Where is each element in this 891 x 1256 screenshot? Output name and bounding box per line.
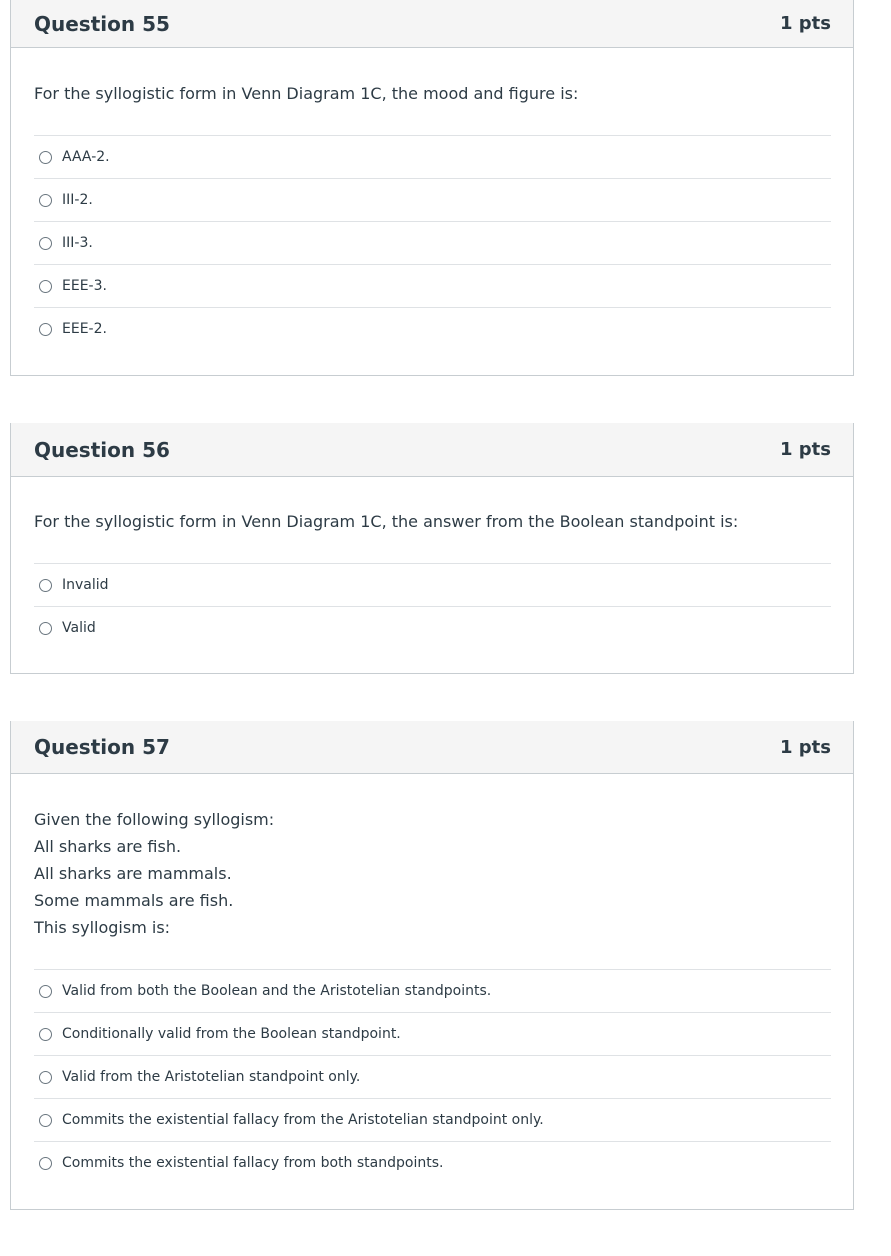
answer-list [34, 135, 831, 350]
question-text [34, 48, 831, 135]
question-title: Question 55 [34, 11, 170, 36]
answer-option[interactable] [34, 563, 831, 606]
question-57 [10, 721, 854, 1210]
answer-label: Invalid [62, 577, 109, 593]
question-title: Question 57 [34, 735, 170, 759]
question-text-line: Some mammals are fish. [34, 891, 234, 910]
answer-option[interactable] [34, 1141, 831, 1184]
answer-option[interactable] [34, 135, 831, 178]
answer-list [34, 969, 831, 1184]
answer-option[interactable] [34, 969, 831, 1012]
radio-button[interactable] [39, 151, 52, 164]
question-text-line: For the syllogistic form in Venn Diagram 1C, the mood and figure is: [34, 84, 579, 103]
radio-button[interactable] [39, 1157, 52, 1170]
question-body [11, 48, 853, 350]
answer-option[interactable] [34, 1012, 831, 1055]
answer-label: Valid [62, 620, 96, 636]
radio-button[interactable] [39, 622, 52, 635]
answer-option[interactable] [34, 178, 831, 221]
answer-option[interactable] [34, 1098, 831, 1141]
answer-option[interactable] [34, 221, 831, 264]
question-55 [10, 0, 854, 376]
answer-option[interactable] [34, 264, 831, 307]
question-text [34, 774, 831, 969]
question-text-line: All sharks are mammals. [34, 864, 232, 883]
answer-label: Valid from both the Boolean and the Aristotelian standpoints. [62, 983, 492, 999]
question-points: 1 pts [780, 13, 831, 34]
question-text [34, 477, 831, 563]
answer-label: EEE-2. [62, 321, 107, 337]
question-56 [10, 423, 854, 674]
answer-label: III-3. [62, 235, 93, 251]
radio-button[interactable] [39, 323, 52, 336]
radio-button[interactable] [39, 194, 52, 207]
answer-list [34, 563, 831, 649]
question-text-line: All sharks are fish. [34, 837, 182, 856]
question-body [11, 774, 853, 1184]
answer-label: AAA-2. [62, 149, 110, 165]
question-title: Question 56 [34, 437, 170, 462]
question-header [11, 0, 853, 48]
question-points: 1 pts [780, 736, 831, 758]
question-text-line: This syllogism is: [34, 918, 171, 937]
question-header [11, 721, 853, 774]
answer-option[interactable] [34, 1055, 831, 1098]
answer-label: EEE-3. [62, 278, 107, 294]
radio-button[interactable] [39, 1071, 52, 1084]
answer-label: III-2. [62, 192, 93, 208]
radio-button[interactable] [39, 1114, 52, 1127]
question-text-line: Given the following syllogism: [34, 810, 275, 829]
answer-label: Commits the existential fallacy from both standpoints. [62, 1155, 444, 1171]
question-text-line: For the syllogistic form in Venn Diagram 1C, the answer from the Boolean standpoint is: [34, 512, 739, 531]
question-points: 1 pts [780, 439, 831, 460]
radio-button[interactable] [39, 1028, 52, 1041]
answer-option[interactable] [34, 307, 831, 350]
radio-button[interactable] [39, 237, 52, 250]
answer-option[interactable] [34, 606, 831, 649]
answer-label: Conditionally valid from the Boolean standpoint. [62, 1026, 401, 1042]
radio-button[interactable] [39, 985, 52, 998]
answer-label: Commits the existential fallacy from the Aristotelian standpoint only. [62, 1112, 544, 1128]
radio-button[interactable] [39, 579, 52, 592]
radio-button[interactable] [39, 280, 52, 293]
answer-label: Valid from the Aristotelian standpoint only. [62, 1069, 361, 1085]
question-header [11, 423, 853, 477]
question-body [11, 477, 853, 649]
